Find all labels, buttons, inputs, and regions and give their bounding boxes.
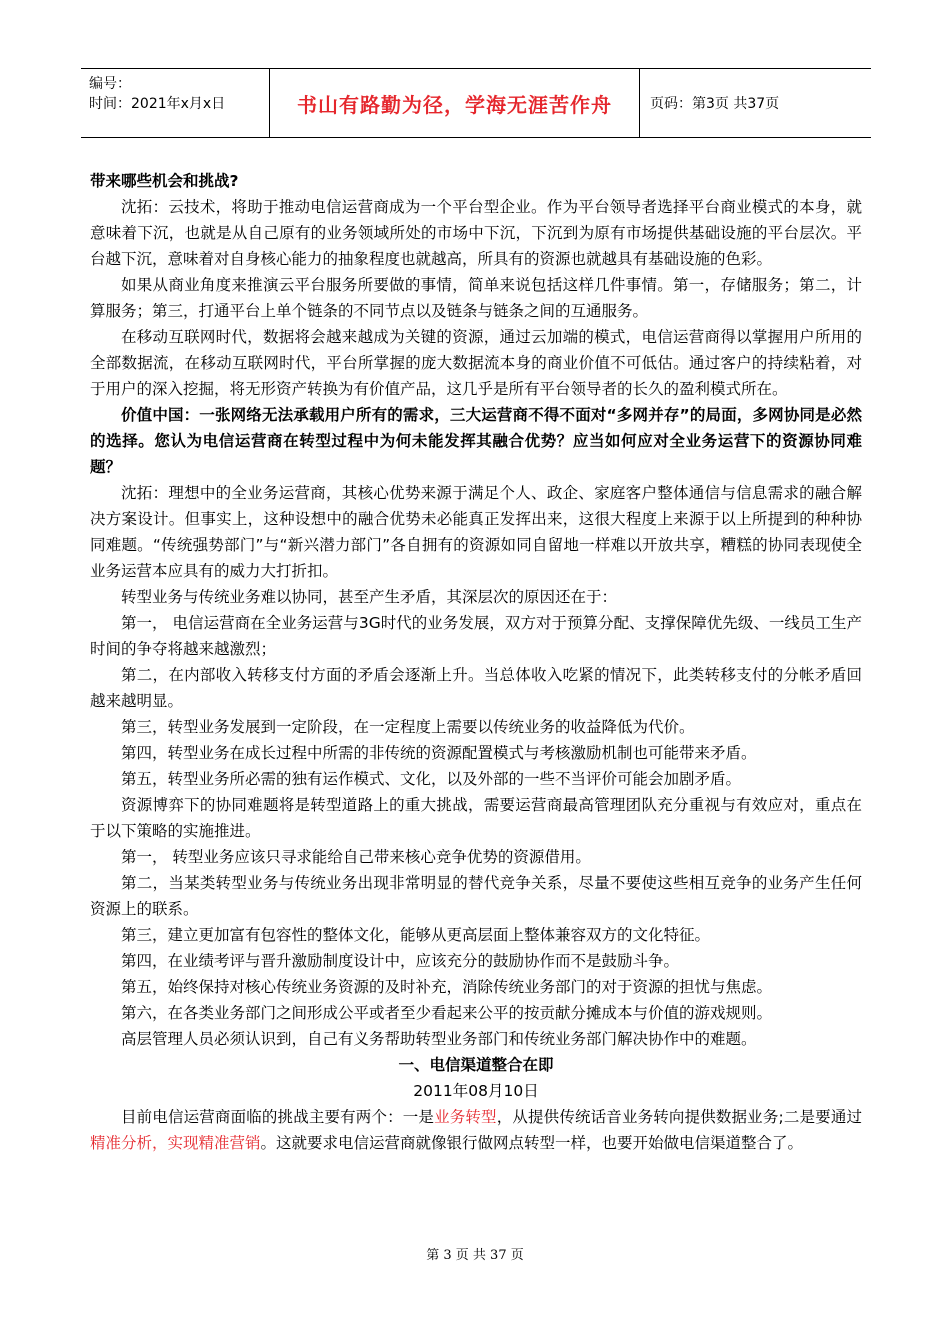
header-page-info: 页码：第3页 共37页 <box>650 96 780 112</box>
paragraph: 沈拓：云技术，将助于推动电信运营商成为一个平台型企业。作为平台领导者选择平台商业模式的本身，就意味着下沉，也就是从自己原有的业务领域所处的市场中下沉，下沉到为原有市场提供基础设施的平台层次。平台越下沉，意味着对自身核心能力的抽象程度也就越高，所具有的资源也就越具有基础设施的色彩。 <box>90 198 862 268</box>
paragraph <box>90 1104 862 1156</box>
list-item: 第六，在各类业务部门之间形成公平或者至少看起来公平的按贡献分摊成本与价值的游戏规则。 <box>121 1004 773 1022</box>
page-footer: 第 3 页 共 37 页 <box>426 1248 524 1263</box>
highlight-text: 精准分析，实现精准营销 <box>90 1134 261 1152</box>
list-item: 第四，转型业务在成长过程中所需的非传统的资源配置模式与考核激励机制也可能带来矛盾。 <box>121 744 757 762</box>
document-body <box>90 168 862 1156</box>
list-item: 第三，建立更加富有包容性的整体文化，能够从更高层面上整体兼容双方的文化特征。 <box>121 926 711 944</box>
list-item: 第四，在业绩考评与晋升激励制度设计中，应该充分的鼓励协作而不是鼓励斗争。 <box>121 952 680 970</box>
section-title: 一、电信渠道整合在即 <box>398 1056 554 1074</box>
paragraph: 在移动互联网时代，数据将会越来越成为关键的资源，通过云加端的模式，电信运营商得以掌握用户所用的全部数据流，在移动互联网时代，平台所掌握的庞大数据流本身的商业价值不可低估。通过客户的持续粘着，对于用户的深入挖掘，将无形资产转换为有价值产品，这几乎是所有平台领导者的长久的盈利模式所在。 <box>90 328 862 398</box>
paragraph: 转型业务与传统业务难以协同，甚至产生矛盾，其深层次的原因还在于： <box>121 588 618 606</box>
list-item: 第二，当某类转型业务与传统业务出现非常明显的替代竞争关系，尽量不要使这些相互竞争的业务产生任何资源上的联系。 <box>90 874 862 918</box>
text-segment: 。这就要求电信运营商就像银行做网点转型一样，也要开始做电信渠道整合了。 <box>260 1134 804 1152</box>
list-item: 第一， 电信运营商在全业务运营与3G时代的业务发展，双方对于预算分配、支撑保障优先级、一线员工生产时间的争夺将越来越激烈； <box>90 614 862 658</box>
list-item: 第一， 转型业务应该只寻求能给自己带来核心竞争优势的资源借用。 <box>121 848 591 866</box>
section-date: 2011年08月10日 <box>413 1082 539 1100</box>
paragraph: 如果从商业角度来推演云平台服务所要做的事情，简单来说包括这样几件事情。第一，存储服务；第二，计算服务；第三，打通平台上单个链条的不同节点以及链条与链条之间的互通服务。 <box>90 276 862 320</box>
list-item: 第二，在内部收入转移支付方面的矛盾会逐渐上升。当总体收入吃紧的情况下，此类转移支付的分帐矛盾回越来越明显。 <box>90 666 862 710</box>
text-segment: 目前电信运营商面临的挑战主要有两个：一是 <box>121 1108 435 1126</box>
list-item: 第五，始终保持对核心传统业务资源的及时补充，消除传统业务部门的对于资源的担忧与焦虑。 <box>121 978 773 996</box>
text-segment: ，从提供传统话音业务转向提供数据业务;二是要通过 <box>496 1108 862 1126</box>
time-label: 时间：2021年x月x日 <box>89 96 226 112</box>
header-motto: 书山有路勤为径，学海无涯苦作舟 <box>269 69 640 137</box>
list-item: 第五，转型业务所必需的独有运作模式、文化，以及外部的一些不当评价可能会加剧矛盾。 <box>121 770 742 788</box>
paragraph: 高层管理人员必须认识到，自己有义务帮助转型业务部门和传统业务部门解决协作中的难题。 <box>121 1030 757 1048</box>
number-label: 编号： <box>89 76 131 92</box>
paragraph: 沈拓：理想中的全业务运营商，其核心优势来源于满足个人、政企、家庭客户整体通信与信息需求的融合解决方案设计。但事实上，这种设想中的融合优势未必能真正发挥出来，这很大程度上来源于以上所提到的种种协同难题。“传统强势部门”与“新兴潜力部门”各自拥有的资源如同自留地一样难以开放共享，糟糕的协同表现使全业务运营本应具有的威力大打折扣。 <box>90 484 862 580</box>
highlight-text: 业务转型 <box>434 1108 497 1126</box>
header-left-cell <box>81 69 269 137</box>
header-table <box>81 68 871 138</box>
list-item: 第三，转型业务发展到一定阶段，在一定程度上需要以传统业务的收益降低为代价。 <box>121 718 695 736</box>
question-heading: 带来哪些机会和挑战? <box>90 172 239 190</box>
question-paragraph: 价值中国：一张网络无法承载用户所有的需求，三大运营商不得不面对“多网并存”的局面，多网协同是必然的选择。您认为电信运营商在转型过程中为何未能发挥其融合优势？应当如何应对全业务运营下的资源协同难题？ <box>90 406 862 476</box>
paragraph: 资源博弈下的协同难题将是转型道路上的重大挑战，需要运营商最高管理团队充分重视与有效应对，重点在于以下策略的实施推进。 <box>90 796 862 840</box>
